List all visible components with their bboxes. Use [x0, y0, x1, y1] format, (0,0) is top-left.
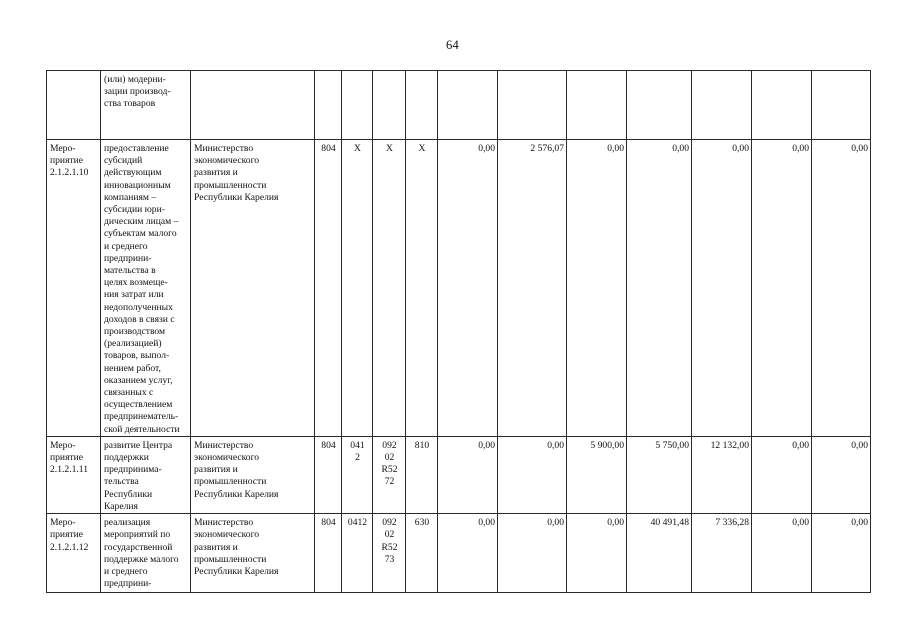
vr-cell	[406, 71, 438, 140]
grbs-cell: 804	[315, 436, 342, 513]
table-row	[47, 514, 871, 593]
value-cell-3: 5 900,00	[567, 436, 627, 513]
row-id-cell	[47, 71, 101, 140]
row-name-cell: реализация мероприятий по государственной поддержке малого и среднего предприни-	[101, 514, 191, 593]
value-cell-2	[498, 71, 567, 140]
value-cell-4: 5 750,00	[627, 436, 692, 513]
budget-table	[46, 70, 871, 593]
rzpr-cell: Х	[342, 140, 373, 437]
csr-cell: 092 02 R52 72	[373, 436, 406, 513]
value-cell-1	[438, 71, 498, 140]
row-id-cell: Меро- приятие 2.1.2.1.10	[47, 140, 101, 437]
csr-cell: Х	[373, 140, 406, 437]
value-cell-7: 0,00	[812, 140, 871, 437]
vr-cell: 810	[406, 436, 438, 513]
value-cell-4	[627, 71, 692, 140]
value-cell-6: 0,00	[752, 140, 812, 437]
row-name-cell: (или) модерни- зации производ- ства товаров	[101, 71, 191, 140]
row-executor-cell: Министерство экономического развития и промышленности Республики Карелия	[191, 514, 315, 593]
grbs-cell: 804	[315, 514, 342, 593]
csr-cell: 092 02 R52 73	[373, 514, 406, 593]
row-executor-cell	[191, 71, 315, 140]
rzpr-cell: 0412	[342, 514, 373, 593]
value-cell-7	[812, 71, 871, 140]
value-cell-3	[567, 71, 627, 140]
csr-cell	[373, 71, 406, 140]
row-executor-cell: Министерство экономического развития и промышленности Республики Карелия	[191, 436, 315, 513]
table-row	[47, 140, 871, 437]
value-cell-1: 0,00	[438, 140, 498, 437]
grbs-cell: 804	[315, 140, 342, 437]
rzpr-cell	[342, 71, 373, 140]
value-cell-2: 0,00	[498, 514, 567, 593]
row-id-cell: Меро- приятие 2.1.2.1.11	[47, 436, 101, 513]
row-name-cell: предоставление субсидий действующим инновационным компаниям – субсидии юри- дическим лицам – субъектам малого и среднего предприни- мательства в целях возмеще- ния затрат или недополученных доходов в связи с производством (реализацией) товаров, выпол- нением работ, оказанием услуг, связанных с осуществлением предпринематель- ской деятельности	[101, 140, 191, 437]
vr-cell: Х	[406, 140, 438, 437]
value-cell-1: 0,00	[438, 514, 498, 593]
grbs-cell	[315, 71, 342, 140]
value-cell-6	[752, 71, 812, 140]
value-cell-2: 0,00	[498, 436, 567, 513]
row-name-cell: развитие Центра поддержки предпринима- тельства Республики Карелия	[101, 436, 191, 513]
value-cell-4: 40 491,48	[627, 514, 692, 593]
row-id-cell: Меро- приятие 2.1.2.1.12	[47, 514, 101, 593]
vr-cell: 630	[406, 514, 438, 593]
value-cell-6: 0,00	[752, 514, 812, 593]
value-cell-7: 0,00	[812, 436, 871, 513]
table-row	[47, 436, 871, 513]
value-cell-2: 2 576,07	[498, 140, 567, 437]
value-cell-4: 0,00	[627, 140, 692, 437]
page-number: 64	[445, 38, 460, 52]
value-cell-5: 12 132,00	[692, 436, 752, 513]
value-cell-5	[692, 71, 752, 140]
value-cell-7: 0,00	[812, 514, 871, 593]
value-cell-3: 0,00	[567, 514, 627, 593]
value-cell-5: 7 336,28	[692, 514, 752, 593]
value-cell-6: 0,00	[752, 436, 812, 513]
table-row	[47, 71, 871, 140]
value-cell-5: 0,00	[692, 140, 752, 437]
row-executor-cell: Министерство экономического развития и промышленности Республики Карелия	[191, 140, 315, 437]
rzpr-cell: 041 2	[342, 436, 373, 513]
value-cell-1: 0,00	[438, 436, 498, 513]
value-cell-3: 0,00	[567, 140, 627, 437]
